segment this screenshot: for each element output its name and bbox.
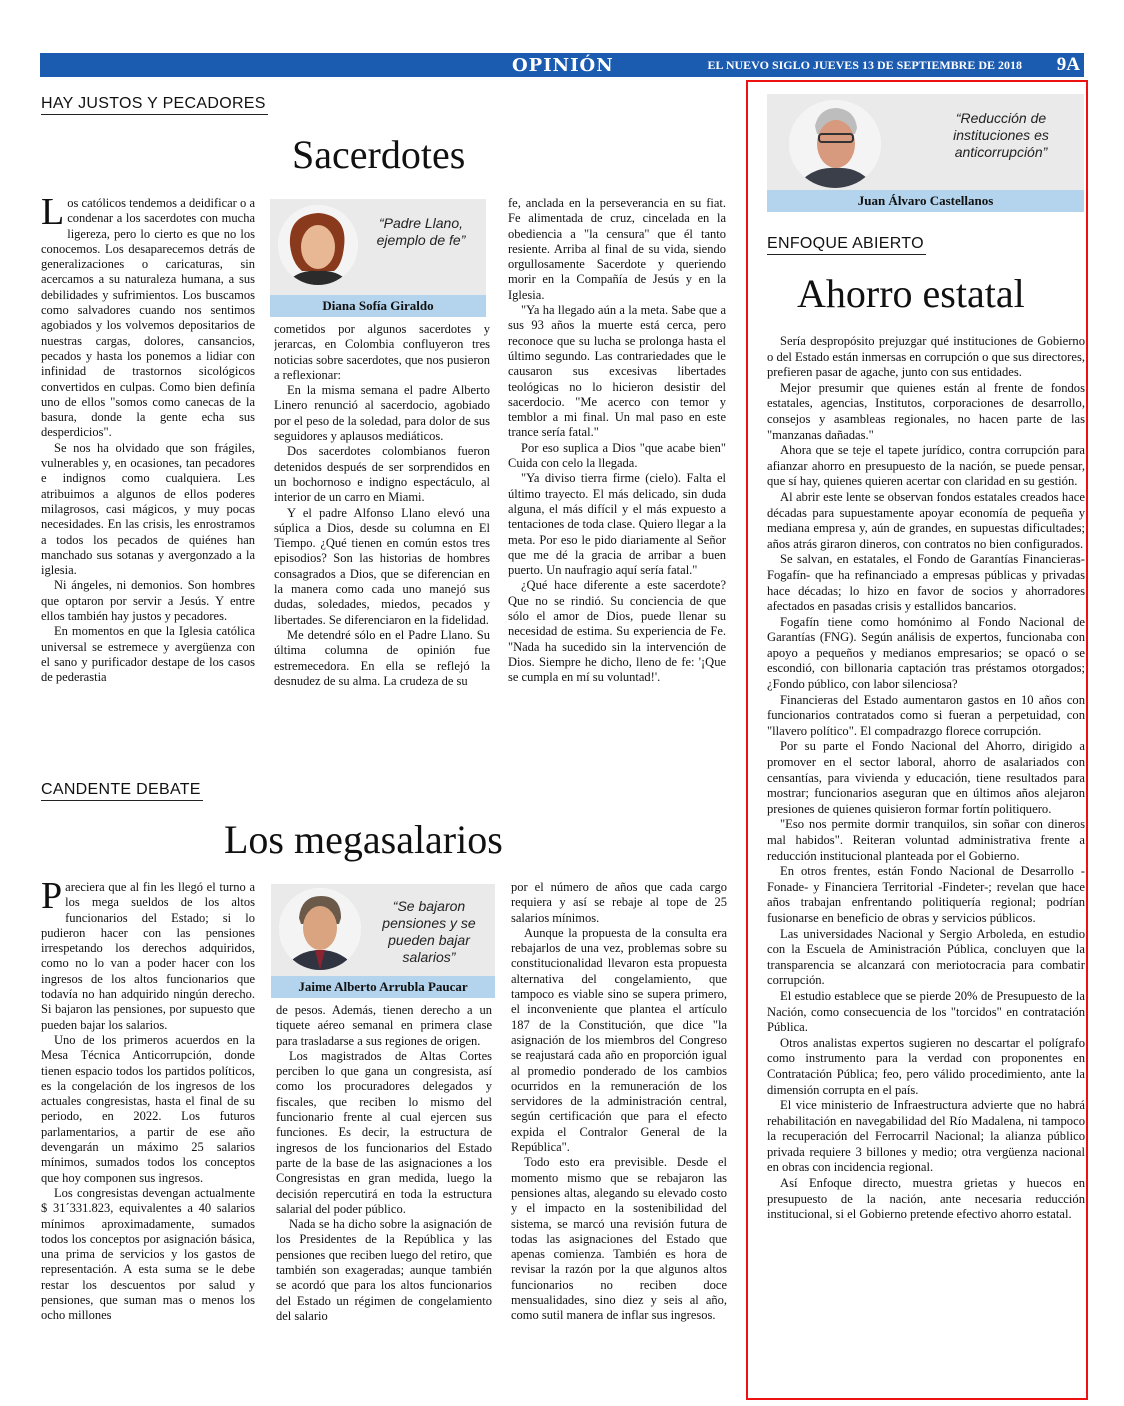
section-header-bar [40,53,1084,77]
article2-column-2: de pesos. Además, tienen derecho a un tiquete aéreo semanal en primera clase para trasladarse a sus regiones de origen. Los magistrados de Altas Cortes perciben lo que gana un congresista, así como los procuradores delegados y fiscales, que reciben lo mismo del funcionario frente al cual ejercen sus funciones. Es decir, la estructura de ingresos de los funcionarios del Estado parte de la base de las asignaciones a los Congresistas en gran medida, luego la decisión repercutirá en toda la estructura salarial del poder público. Nada se ha dicho sobre la asignación de los Presidentes de la República y las pensiones que reciben luego del retiro, que también son exageradas; aunque también se acordó que para los altos funcionarios del Estado un régimen de congelamiento del salario [276,1003,492,1323]
masthead-date: EL NUEVO SIGLO JUEVES 13 DE SEPTIEMBRE DE 2018 [707,58,1022,72]
article2-author-box [271,884,495,998]
article2-column-1: Pareciera que al fin les llegó el turno a los mega sueldos de los altos funcionarios del Estado; si lo pudieron hacer con las pensiones irrespetando los derechos adquiridos, como no lo van a poder hacer con los ingresos de los altos funcionarios que todavía no han adquirido ningún derecho. Si bajaron las pensiones, por supuesto que pueden bajar los salarios. Uno de los primeros acuerdos en la Mesa Técnica Anticorrupción, donde tienen espacio todos los partidos políticos, es la congelación de los ingresos de los actuales congresistas, hasta el final de su periodo, en 2022. Los futuros parlamentarios, a partir de ese año devengarán un máximo 25 salarios mínimos, sumados todos los conceptos que hoy componen sus ingresos. Los congresistas devengan actualmente $ 31´331.823, equivalentes a 40 salarios mínimos aproximadamente, sumados todos los conceptos por asignación básica, una prima de servicios y los gastos de representación. A esta suma se le debe restar los descuentos por salud y pensiones, que suman mas o menos los ocho millones [41,880,255,1323]
article1-title: Sacerdotes [292,132,466,177]
article2-author-name: Jaime Alberto Arrubla Paucar [271,976,495,998]
article3-kicker: ENFOQUE ABIERTO [767,235,926,255]
author-photo-avatar [277,886,363,972]
article2-column-3: por el número de años que cada cargo requiera y así se rebaje al tope de 25 salarios mínimos. Aunque la propuesta de la consulta era rebajarlos de una vez, problemas sobre su constitucionalidad llevaron esta propuesta alternativa del congelamiento, que tampoco es viable sino se supera primero, el inconveniente que plantea el artículo 187 de la Constitución, que dice "la asignación de los miembros del Congreso se reajustará cada año en proporción igual al promedio ponderado de los cambios ocurridos en la remuneración de los servidores de la administración central, según certificación que para el efecto expida el Contralor General de la República". Todo esto era previsible. Desde el momento mismo que se rebajaron las pensiones altas, alegando su elevado costo y el impacto en la sostenibilidad del sistema, se marcó una revisión futura de todas las asignaciones del Estado que apenas comienza. También es hora de revisar la razón por la que algunos altos funcionarios no reciben doce mensualidades, sino diez y seis al año, como sutil manera de inflar sus ingresos. [511,880,727,1323]
portrait-icon [279,888,361,970]
article3-author-box [767,94,1084,212]
article1-column-2: cometidos por algunos sacerdotes y jerarcas, en Colombia confluyeron tres noticias sobre sacerdotes, que nos pusieron a reflexionar: En la misma semana el padre Alberto Linero renunció al sacerdocio, agobiado por el peso de la soledad, para dolor de sus seguidores y aplausos mediáticos. Dos sacerdotes colombianos fueron detenidos después de ser sorprendidos en un bochornoso e indigno espectáculo, al interior de un carro en Miami. Y el padre Alfonso Llano elevó una súplica a Dios, desde su columna en El Tiempo. ¿Qué tienen en común estos tres episodios? Son las historias de hombres consagrados a Dios, que se diferencian en la manera como cada uno manejó sus dudas, soledades, miedos, pecados y libertades. Se diferenciaron en la fidelidad. Me detendré sólo en el Padre Llano. Su última columna de opinión fue estremecedora. En ella se reflejó la desnudez de su alma. La crudeza de su [274,322,490,688]
article2-title: Los megasalarios [224,817,503,862]
portrait-icon [789,100,881,188]
author-photo-avatar [276,203,360,287]
article1-author-name: Diana Sofía Giraldo [270,295,486,317]
article2-pull-quote: “Se bajaron pensiones y se pueden bajar salarios” [382,898,476,965]
article3-title: Ahorro estatal [797,271,1025,316]
article2-dropcap: P [41,880,63,917]
article3-author-name: Juan Álvaro Castellanos [767,190,1084,212]
article1-dropcap: L [41,196,65,233]
article3-pull-quote: “Reducción de instituciones es anticorrupción” [953,110,1049,160]
portrait-icon [278,205,358,285]
page-number: 9A [1056,54,1080,75]
article1-pull-quote: “Padre Llano, ejemplo de fe” [376,215,466,248]
article1-column-1: Los católicos tendemos a deidificar o a condenar a los sacerdotes con mucha ligereza, pero lo cierto es que no los conocemos. Los desaparecemos detrás de generalizaciones o caricaturas, sin acercamos a su naturaleza humana, a sus debilidades y sufrimientos. Los buscamos como salvadores cuando nos sentimos agobiados y los volvemos depositarios de nuestras cargas, dolores, cansancios, pecados y hasta los ponemos a lidiar con infinidad de trastornos sicológicos convertidos en culpas. Como bien definía uno de ellos "somos como canecas de la basura, donde la gente echa sus desperdicios". Se nos ha olvidado que son frágiles, vulnerables y, en ocasiones, tan pecadores e indignos como cualquiera. Les atribuimos a algunos de ellos poderes milagrosos, casi mágicos, y muy pocas necesidades. En las crisis, les enrostramos a todos los pecados de quiénes han manchado sus sotanas y avergonzado a la iglesia. Ni ángeles, ni demonios. Son hombres que optaron por servir a Jesús. Y entre ellos también hay justos y pecadores. En momentos en que la Iglesia católica universal se estremece y avergüenza con el sano y purificador destape de los casos de pederastia [41,196,255,685]
section-name: OPINIÓN [512,55,614,76]
article1-author-box [270,199,486,317]
article3-body: Sería despropósito prejuzgar qué instituciones de Gobierno o del Estado están inmersas en corrupción o que sus directores, prefieren pasar de agache, junto con sus entidades. Mejor presumir que quienes están al frente de fondos estatales, agencias, Institutos, corporaciones de desarrollo, consejos y asambleas regionales, no hacen parte de las "manzanas dañadas." Ahora que se teje el tapete jurídico, contra corrupción para afianzar ahorro en presupuesto de la nación, se puede pensar, que sí hay, quienes quieren acertar con claridad en su gestión. Al abrir este lente se observan fondos estatales creados hace décadas para supuestamente apoyar economía de pequeña y mediana empresa y, aún de grandes, en supuestas dificultades; años atrás giraron dineros, con contratos no bien configurados. Se salvan, en estatales, el Fondo de Garantías Financieras-Fogafín- que ha refinanciado a empresas públicas y privadas hace décadas; lo hizo en favor de socios y ahorradores afectados en pasadas crisis y estallidos bancarios. Fogafín tiene como homónimo al Fondo Nacional de Garantías (FNG). Según análisis de expertos, funcionaba con apoyo a pequeños y medianos empresarios; se opacó o se escondió, con billonaria captación tras préstamos otorgados; ¿Fondo público, con labor silenciosa? Financieras del Estado aumentaron gastos en 10 años con funcionarios contratados como si fueran a perpetuidad, con "llavero político". El compadrazgo florece corrupción. Por su parte el Fondo Nacional del Ahorro, dirigido a promover en el sector laboral, ahorro de asalariados con censantías, para vivienda y educación, tiene resultados para mostrar; funcionarios aseguran que en últimos años alejaron presiones de quienes quisieron formar fortín politiquero. "Eso nos permite dormir tranquilos, sin soñar con dineros mal habidos". Reiteran voluntad administrativa frente a reducción institucional planteada por el Gobierno. En otros frentes, están Fondo Nacional de Desarrollo -Fonade- y Financiera Territorial -Findeter-; revelan que hace años trabajan enfrentando politiquería regional; podrían fusionarse en beneficio de obras y servicios públicos. Las universidades Nacional y Sergio Arboleda, en estudio con la Escuela de Aministración Pública, concluyen que la transparencia se alcanzará con meriotocracia para combatir corrupción. El estudio establece que se pierde 20% de Presupuesto de la Nación, como consecuencia de los "torcidos" en contratación Pública. Otros analistas expertos sugieren no descartar el polígrafo como instrumento para la verdad con proponentes en Contratación Pública; feo, pero válido procedimiento, ante la dimensión corrupta en el país. El vice ministerio de Infraestructura advierte que no habrá rehabilitación en navegabilidad del Río Madalena, ni tampoco la recuperación del Ferrocarril Nacional; la alianza público privada requiere 3 billones y medio; otra vergüenza nacional en obras con incidencia regional. Así Enfoque directo, muestra grietas y huecos en presupuesto de la nación, ante necesaria reducción institucional, si el Gobierno pretende efectivo ahorro estatal. [767,334,1085,1222]
author-photo-avatar [787,98,883,190]
article2-kicker: CANDENTE DEBATE [41,781,203,801]
article1-column-3: fe, anclada en la perseverancia en su fiat. Fe alimentada de cruz, cincelada en la obediencia a "la censura" que él tanto resiente. Arriba al final de su vida, siendo orgullosamente Sacerdote y queriendo morir en la Compañía de Jesús y en la Iglesia. "Ya ha llegado aún a la meta. Sabe que a sus 93 años la muerte está cerca, pero reconoce que su lucha se prolonga hasta el último segundo. Las contrariedades que le causaron sus excesivas libertades teológicas no lo hicieron desistir del sacerdocio. "Me acerco con temor y temblor a mi final. Un mal paso en este trance sería fatal." Por eso suplica a Dios "que acabe bien" Cuida con celo la llegada. "Ya diviso tierra firme (cielo). Falta el último trayecto. El más delicado, sin duda alguna, el más difícil y el más expuesto a tentaciones de toda clase. Quiero llegar a la meta. Por eso le pido diariamente al Señor que me dé la gracia de arribar a buen puerto. Un naufragio aquí sería fatal." ¿Qué hace diferente a este sacerdote? Que no se rindió. Su conciencia de que sólo el amor de Dios, puede llenar su necesidad de estima. Su experiencia de Fe. "Nada ha sucedido sin la intervención de Dios. Siempre he dicho, lleno de fe: '¡Que se cumpla en mí su voluntad!'. [508,196,726,685]
article1-kicker: HAY JUSTOS Y PECADORES [41,95,268,115]
